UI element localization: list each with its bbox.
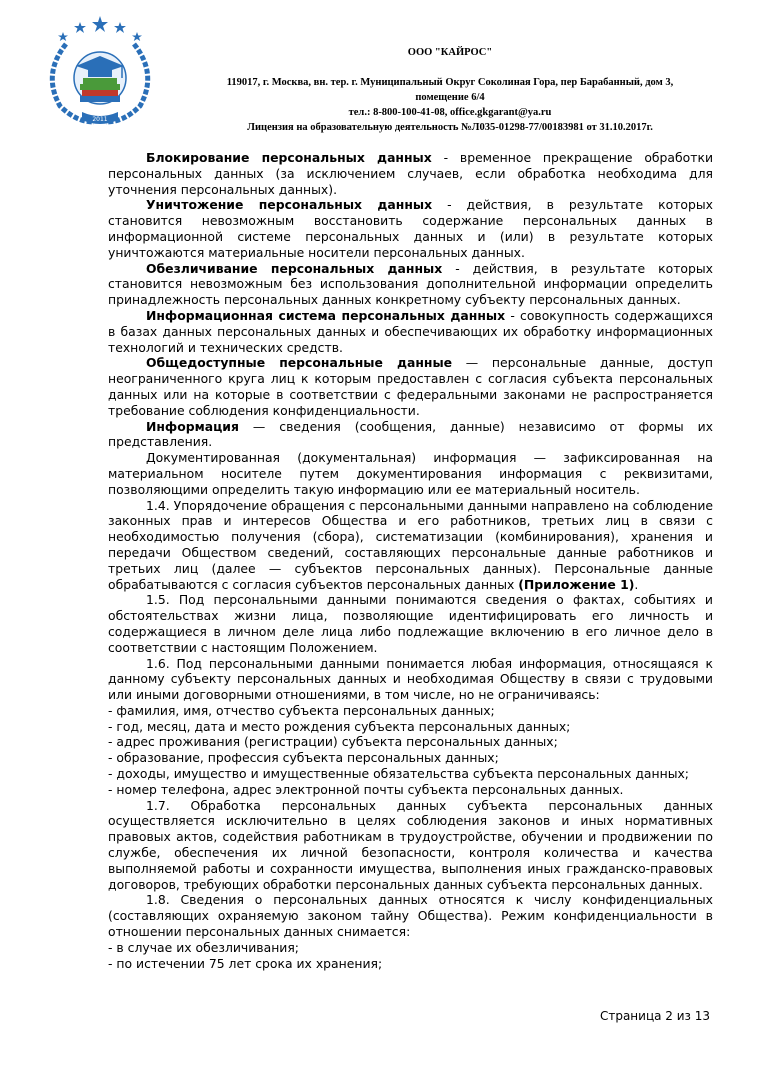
list-item: - год, месяц, дата и место рождения субъекта персональных данных; — [108, 718, 571, 734]
definition-paragraph — [108, 197, 713, 260]
list-item: - адрес проживания (регистрации) субъекта персональных данных; — [108, 734, 558, 750]
logo-year: 2011 — [92, 116, 108, 123]
company-license: Лицензия на образовательную деятельность №Л035-01298-77/00183981 от 31.10.2017г. — [247, 122, 653, 133]
definition-text: - действия, в результате которых становится невозможным без использования дополнительной информации определить принадлежность персональных данных конкретному субъекту персональных данных. — [108, 260, 713, 308]
definition-paragraph — [108, 150, 713, 197]
definition-term: Обезличивание персональных данных — [146, 260, 443, 276]
company-name: ООО "КАЙРОС" — [407, 47, 493, 58]
company-logo — [36, 14, 164, 132]
definition-text: — персональные данные, доступ неограниченного круга лиц к которым предоставлен с согласия субъекта персональных данных или на которые в соответствии с федеральными законами не распространяется требование соблюдения конфиденциальности. — [108, 355, 714, 418]
definition-term: Общедоступные персональные данные — [146, 355, 453, 371]
definition-paragraph — [108, 308, 713, 355]
definition-paragraph — [108, 419, 713, 451]
list-item: - номер телефона, адрес электронной почты субъекта персональных данных. — [108, 781, 624, 797]
definition-term: Информационная система персональных данных — [146, 307, 506, 323]
documented-information-paragraph: Документированная (документальная) информация — зафиксированная на материальном носителе путем документирования информация с реквизитами, позволяющими определить такую информацию или ее материальный носитель. — [108, 450, 713, 497]
list-item: - образование, профессия субъекта персональных данных; — [108, 750, 499, 766]
definition-term: Блокирование персональных данных — [146, 150, 432, 165]
list-item: - по истечении 75 лет срока их хранения; — [108, 955, 383, 971]
definition-text: - совокупность содержащихся в базах данных персональных данных и обеспечивающих их обработку информационных технологий и технических средств. — [108, 307, 713, 355]
list-item: - в случае их обезличивания; — [108, 939, 299, 955]
definition-paragraph — [108, 355, 713, 418]
appendix-reference: (Приложение 1) — [518, 576, 635, 592]
definition-paragraph — [108, 261, 713, 308]
company-address-line2: помещение 6/4 — [415, 92, 485, 103]
section-1-6: 1.6. Под персональными данными понимается любая информация, относящаяся к данному субъекту персональных данных и необходимая Обществу в связи с трудовыми или иными договорными отношениями, в том числе, но не ограничиваясь: — [108, 655, 713, 703]
definition-text: - действия, в результате которых становится невозможным восстановить содержание персональных данных в информационной системе персональных данных и (или) в результате которых уничтожаются материальные носители персональных данных. — [108, 197, 713, 260]
section-1-5: 1.5. Под персональными данными понимаются сведения о фактах, событиях и обстоятельствах жизни лица, позволяющие идентифицировать его личность и содержащиеся в личном деле лица либо подлежащие включению в его личное дело в соответствии с настоящим Положением. — [108, 592, 713, 655]
document-body — [108, 150, 713, 971]
section-1-4-end: . — [634, 576, 639, 592]
page-number: Страница 2 из 13 — [599, 1009, 710, 1023]
list-item: - доходы, имущество и имущественные обязательства субъекта персональных данных; — [108, 766, 689, 782]
company-contacts: тел.: 8-800-100-41-08, office.gkgarant@ya.ru — [348, 107, 552, 118]
section-1-4 — [108, 498, 713, 593]
section-1-7: 1.7. Обработка персональных данных субъекта персональных данных осуществляется исключительно в целях соблюдения законов и иных нормативных правовых актов, содействия работникам в трудоустройстве, обучении и продвижении по службе, обеспечения их личной безопасности, контроля количества и качества выполняемой работы и сохранности имущества, выполнения иных гражданско-правовых договоров, требующих обработки персональных данных субъекта персональных данных. — [108, 797, 713, 892]
section-1-8: 1.8. Сведения о персональных данных относятся к числу конфиденциальных (составляющих охраняемую законом тайну Общества). Режим конфиденциальности в отношении персональных данных снимается: — [108, 892, 713, 940]
definition-text: - временное прекращение обработки персональных данных (за исключением случаев, если обработка необходима для уточнения персональных данных). — [108, 150, 713, 197]
definition-text: — сведения (сообщения, данные) независимо от формы их представления. — [108, 418, 713, 450]
definition-term: Уничтожение персональных данных — [146, 197, 433, 213]
definition-term: Информация — [146, 418, 239, 434]
list-item: - фамилия, имя, отчество субъекта персональных данных; — [108, 702, 495, 718]
section-1-4-text: 1.4. Упорядочение обращения с персональными данными направлено на соблюдение законных прав и интересов Общества и его работников, третьих лиц в связи с необходимостью получения (сбора), систематизации (комбинирования), хранения и передачи Обществом сведений, составляющих персональные данные работников и третьих лиц (далее — субъектов персональных данных). Персональные данные обрабатываются с согласия субъектов персональных данных — [108, 497, 713, 592]
company-address-line1: 119017, г. Москва, вн. тер. г. Муниципальный Округ Соколиная Гора, пер Барабанный, дом 3, — [226, 77, 674, 88]
